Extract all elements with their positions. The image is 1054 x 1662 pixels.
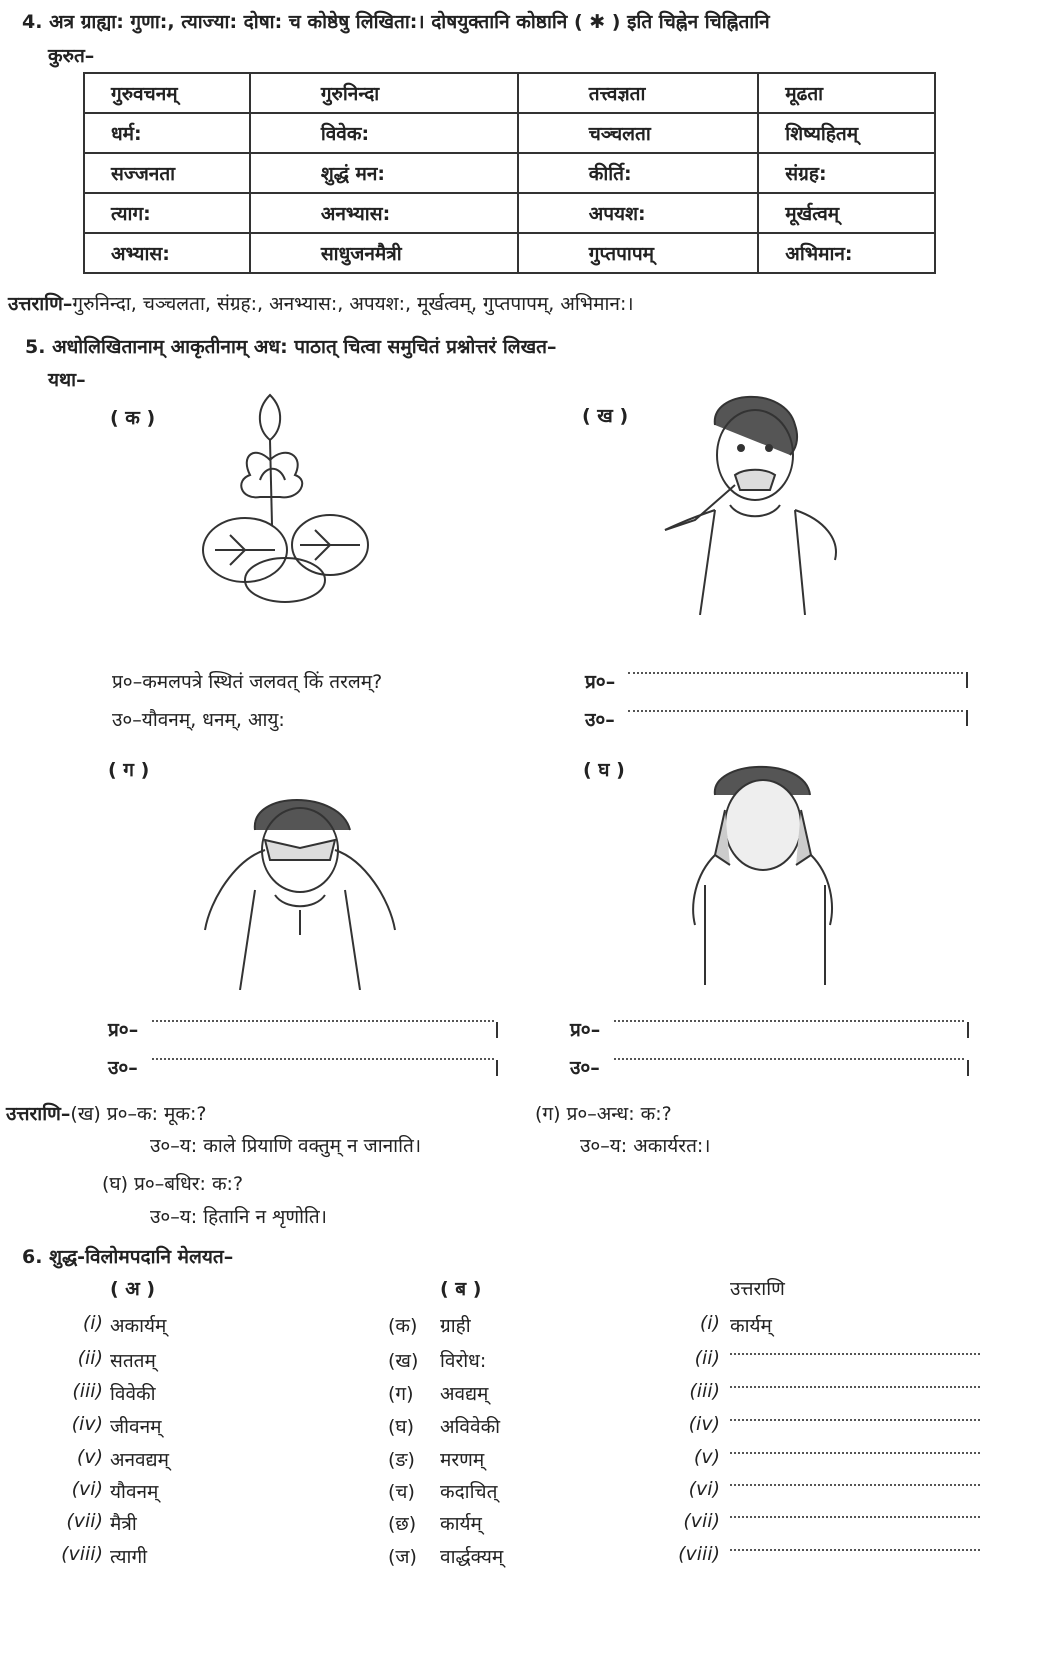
col-b-word: वार्द्धक्यम् [440,1546,504,1568]
col-b-word: ग्राही [440,1315,471,1337]
example-label: यथा– [48,369,86,391]
col-a-word: विवेकी [110,1383,156,1405]
gha-question-prefix: प्र०– [570,1019,601,1041]
col-a-numeral: (vi) [71,1478,103,1500]
table-cell[interactable]: विवेक: [250,113,518,153]
col-c-numeral: (vii) [683,1510,720,1532]
answer-blank[interactable] [730,1484,980,1486]
answer-blank[interactable] [730,1419,980,1421]
boy-covering-ears-illustration [685,755,845,985]
col-c-numeral: (iv) [688,1413,720,1435]
table-cell[interactable]: शिष्यहितम् [758,113,935,153]
q4-instruction-cont: कुरुत– [48,45,95,67]
table-cell[interactable]: अभिमान: [758,233,935,273]
col-b-label: (च) [388,1481,415,1503]
answer-blank[interactable] [730,1549,980,1551]
col-a-numeral: (viii) [61,1543,103,1565]
col-c-numeral: (i) [699,1312,720,1334]
kha-question-blank[interactable] [628,672,963,674]
gha-answer-blank[interactable] [614,1058,964,1060]
table-cell[interactable]: धर्म: [84,113,250,153]
table-cell[interactable]: गुप्तपापम् [518,233,759,273]
col-b-label: (क) [388,1315,418,1337]
col-b-header: ( ब ) [440,1278,482,1300]
ga-question-blank[interactable] [152,1020,494,1022]
col-b-label: (ङ) [388,1449,415,1471]
col-a-word: यौवनम् [110,1481,159,1503]
table-cell[interactable]: संग्रह: [758,153,935,193]
answer-blank[interactable] [730,1516,980,1518]
q5-instruction: 5. अधोलिखितानाम् आकृतीनाम् अध: पाठात् चित्वा समुचितं प्रश्नोत्तरं लिखत– [25,336,557,358]
answer-blank[interactable] [730,1452,980,1454]
table-cell[interactable]: अपयश: [518,193,759,233]
col-a-word: अनवद्यम् [110,1449,169,1471]
table-cell[interactable]: मूढता [758,73,935,113]
q4-instruction: 4. अत्र ग्राह्या: गुणा:, त्याज्या: दोषा: च कोष्ठेषु लिखिता:। दोषयुक्तानि कोष्ठानि ( ✱ ) इति चिह्नेन चिह्नितानि [22,11,770,33]
col-b-word: विरोध: [440,1350,487,1372]
q5-answers-gha-a: उ०–य: हितानि न शृणोति। [150,1206,327,1228]
example-question: प्र०–कमलपत्रे स्थितं जलवत् किं तरलम्? [112,671,383,693]
col-c-numeral: (viii) [678,1543,720,1565]
col-b-label: (ग) [388,1383,414,1405]
answer-blank[interactable] [730,1386,980,1388]
col-c-numeral: (ii) [694,1347,720,1369]
kha-answer-prefix: उ०– [585,709,615,731]
picture-label-kha: ( ख ) [582,405,629,427]
col-a-word: त्यागी [110,1546,148,1568]
col-a-word: मैत्री [110,1513,137,1535]
table-cell[interactable]: चञ्चलता [518,113,759,153]
col-b-word: कार्यम् [440,1513,482,1535]
ga-answer-prefix: उ०– [108,1057,138,1079]
table-cell[interactable]: त्याग: [84,193,250,233]
col-b-label: (ज) [388,1546,417,1568]
table-cell[interactable]: अभ्यास: [84,233,250,273]
q4-answers: उत्तराणि–गुरुनिन्दा, चञ्चलता, संग्रह:, अनभ्यास:, अपयश:, मूर्खत्वम्, गुप्तपापम्, अभिमान:। [8,293,634,315]
boy-covering-eyes-illustration [200,790,410,990]
col-b-word: अविवेकी [440,1416,501,1438]
col-b-label: (घ) [388,1416,415,1438]
ga-answer-blank[interactable] [152,1058,494,1060]
col-a-header: ( अ ) [110,1278,156,1300]
col-a-numeral: (vii) [66,1510,103,1532]
col-a-numeral: (iv) [71,1413,103,1435]
table-cell[interactable]: गुरुवचनम् [84,73,250,113]
qualities-table [83,72,936,274]
q5-answers-ga-a: उ०–य: अकार्यरत:। [580,1135,711,1157]
q5-answers-ga: (ग) प्र०–अन्ध: क:? [535,1103,672,1125]
picture-label-gha: ( घ ) [583,759,625,781]
col-c-numeral: (v) [693,1446,720,1468]
gha-answer-prefix: उ०– [570,1057,600,1079]
table-row [84,73,935,113]
table-cell[interactable]: साधुजनमैत्री [250,233,518,273]
col-a-numeral: (v) [76,1446,103,1468]
kha-question-prefix: प्र०– [585,671,616,693]
gha-question-blank[interactable] [614,1020,964,1022]
table-row [84,193,935,233]
table-cell[interactable]: अनभ्यास: [250,193,518,233]
col-b-word: मरणम् [440,1449,485,1471]
ga-question-prefix: प्र०– [108,1019,139,1041]
col-a-numeral: (iii) [72,1380,103,1402]
lotus-illustration [200,385,375,615]
picture-label-ga: ( ग ) [108,759,150,781]
table-cell[interactable]: तत्त्वज्ञता [518,73,759,113]
col-b-word: कदाचित् [440,1481,498,1503]
table-cell[interactable]: शुद्धं मन: [250,153,518,193]
col-b-word: अवद्यम् [440,1383,489,1405]
col-c-header: उत्तराणि [730,1278,785,1300]
boy-covering-mouth-illustration [655,380,855,615]
q5-answers-gha: (घ) प्र०–बधिर: क:? [102,1173,244,1195]
kha-answer-blank[interactable] [628,710,963,712]
col-c-answer: कार्यम् [730,1315,772,1337]
table-row [84,233,935,273]
col-c-numeral: (iii) [689,1380,720,1402]
table-cell[interactable]: कीर्ति: [518,153,759,193]
table-row [84,153,935,193]
q5-answers-kha-a: उ०–य: काले प्रियाणि वक्तुम् न जानाति। [150,1135,422,1157]
q6-instruction: 6. शुद्ध-विलोमपदानि मेलयत– [22,1246,234,1268]
col-a-numeral: (i) [82,1312,103,1334]
picture-label-ka: ( क ) [110,407,156,429]
table-cell[interactable]: मूर्खत्वम् [758,193,935,233]
table-cell[interactable]: सज्जनता [84,153,250,193]
col-a-numeral: (ii) [77,1347,103,1369]
answer-blank[interactable] [730,1353,980,1355]
col-a-word: जीवनम् [110,1416,162,1438]
col-b-label: (छ) [388,1513,417,1535]
example-answer: उ०–यौवनम्, धनम्, आयु: [112,709,285,731]
col-a-word: सततम् [110,1350,156,1372]
q5-answers-kha: उत्तराणि–(ख) प्र०–क: मूक:? [6,1103,207,1125]
col-b-label: (ख) [388,1350,419,1372]
table-cell[interactable]: गुरुनिन्दा [250,73,518,113]
col-c-numeral: (vi) [688,1478,720,1500]
col-a-word: अकार्यम् [110,1315,167,1337]
table-row [84,113,935,153]
